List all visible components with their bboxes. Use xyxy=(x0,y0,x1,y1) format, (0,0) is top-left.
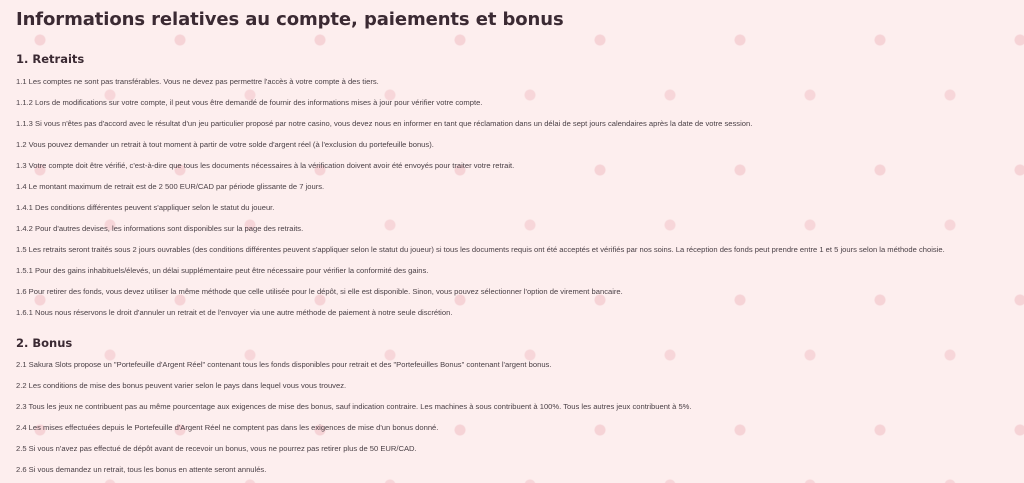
retraits-paragraph: 1.1.2 Lors de modifications sur votre compte, il peut vous être demandé de fournir des informations mises à jour pour vérifier votre compte. xyxy=(16,98,483,107)
retraits-paragraph: 1.1 Les comptes ne sont pas transférables. Vous ne devez pas permettre l'accès à votre compte à des tiers. xyxy=(16,77,379,86)
retraits-paragraph-list xyxy=(16,77,1008,329)
retraits-paragraph: 1.1.3 Si vous n'êtes pas d'accord avec le résultat d'un jeu particulier proposé par notre casino, vous devez nous en informer en tant que réclamation dans un délai de sept jours calendaires après la date de votre session. xyxy=(16,119,753,128)
section-heading-retraits: 1. Retraits xyxy=(16,52,85,66)
bonus-paragraph: 2.6 Si vous demandez un retrait, tous les bonus en attente seront annulés. xyxy=(16,465,267,474)
bonus-paragraph: 2.5 Si vous n'avez pas effectué de dépôt avant de recevoir un bonus, vous ne pourrez pas retirer plus de 50 EUR/CAD. xyxy=(16,444,417,453)
section-heading-bonus: 2. Bonus xyxy=(16,336,73,350)
bonus-paragraph: 2.4 Les mises effectuées depuis le Portefeuille d'Argent Réel ne comptent pas dans les exigences de mise d'un bonus donné. xyxy=(16,423,439,432)
bonus-paragraph-list xyxy=(16,360,1008,483)
retraits-paragraph: 1.3 Votre compte doit être vérifié, c'est-à-dire que tous les documents nécessaires à la vérification doivent avoir été envoyés pour traiter votre retrait. xyxy=(16,161,515,170)
retraits-paragraph: 1.5 Les retraits seront traités sous 2 jours ouvrables (des conditions différentes peuvent s'appliquer selon le statut du joueur) si tous les documents requis ont été acceptés et vérifiés par nos soins. La réception des fonds peut prendre entre 1 et 5 jours selon la méthode choisie. xyxy=(16,245,945,254)
bonus-paragraph: 2.1 Sakura Slots propose un "Portefeuille d'Argent Réel" contenant tous les fonds disponibles pour retrait et des "Portefeuilles Bonus" contenant l'argent bonus. xyxy=(16,360,552,369)
retraits-paragraph: 1.6.1 Nous nous réservons le droit d'annuler un retrait et de l'envoyer via une autre méthode de paiement à notre seule discrétion. xyxy=(16,308,453,317)
retraits-paragraph: 1.2 Vous pouvez demander un retrait à tout moment à partir de votre solde d'argent réel (à l'exclusion du portefeuille bonus). xyxy=(16,140,434,149)
page-title: Informations relatives au compte, paiements et bonus xyxy=(16,9,564,30)
retraits-paragraph: 1.4.2 Pour d'autres devises, les informations sont disponibles sur la page des retraits. xyxy=(16,224,304,233)
retraits-paragraph: 1.4.1 Des conditions différentes peuvent s'appliquer selon le statut du joueur. xyxy=(16,203,275,212)
retraits-paragraph: 1.6 Pour retirer des fonds, vous devez utiliser la même méthode que celle utilisée pour le dépôt, si elle est disponible. Sinon, vous pouvez sélectionner l'option de virement bancaire. xyxy=(16,287,623,296)
retraits-paragraph: 1.5.1 Pour des gains inhabituels/élevés, un délai supplémentaire peut être nécessaire pour vérifier la conformité des gains. xyxy=(16,266,429,275)
bonus-paragraph: 2.2 Les conditions de mise des bonus peuvent varier selon le pays dans lequel vous vous trouvez. xyxy=(16,381,347,390)
bonus-paragraph: 2.3 Tous les jeux ne contribuent pas au même pourcentage aux exigences de mise des bonus, sauf indication contraire. Les machines à sous contribuent à 100%. Tous les autres jeux contribuent à 5%. xyxy=(16,402,692,411)
retraits-paragraph: 1.4 Le montant maximum de retrait est de 2 500 EUR/CAD par période glissante de 7 jours. xyxy=(16,182,325,191)
